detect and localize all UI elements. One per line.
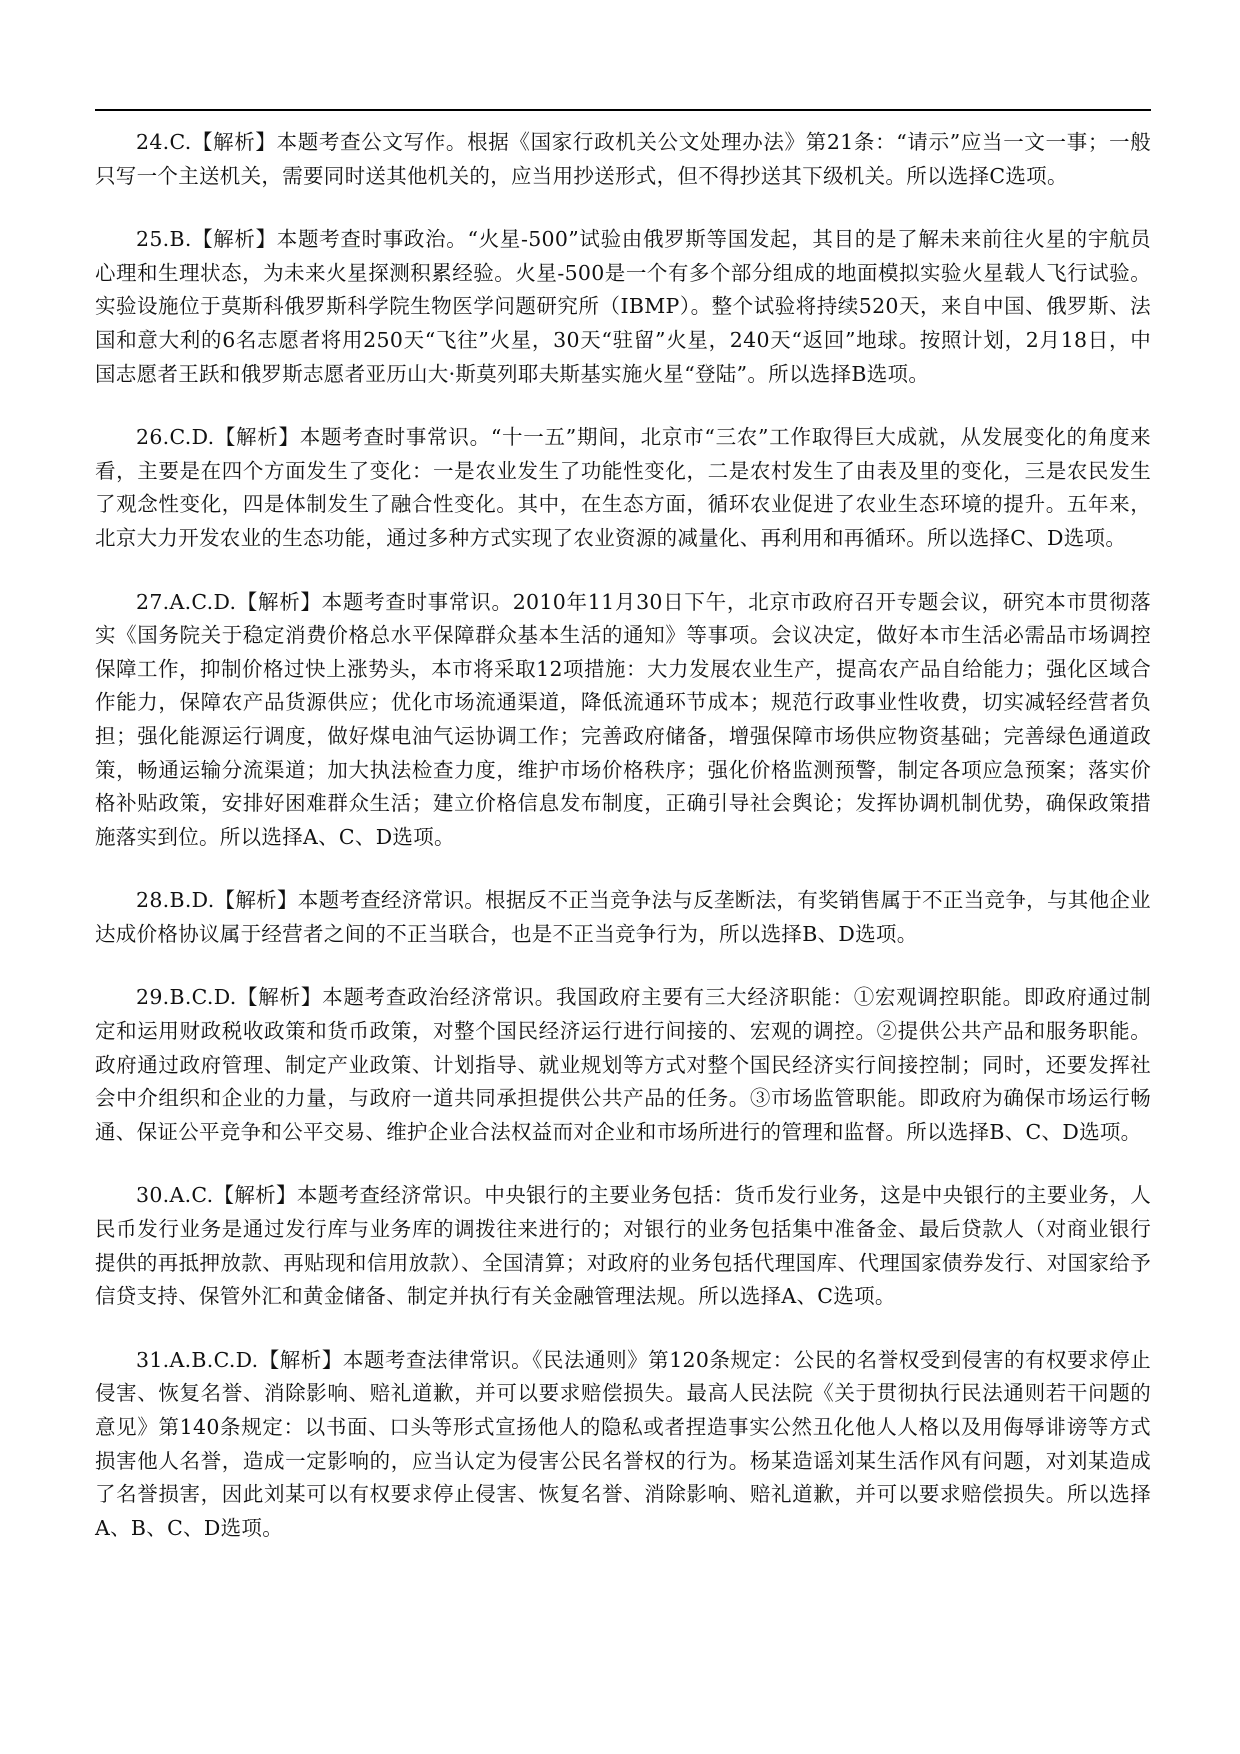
answer-entry-30: 30.A.C.【解析】本题考查经济常识。中央银行的主要业务包括：货币发行业务，这是中央银行的主要业务，人民币发行业务是通过发行库与业务库的调拨往来进行的；对银行的业务包括集中准备金、最后贷款人（对商业银行提供的再抵押放款、再贴现和信用放款）、全国清算；对政府的业务包括代理国库、代理国家债券发行、对国家给予信贷支持、保管外汇和黄金储备、制定并执行有关金融管理法规。所以选择A、C选项。 bbox=[95, 1183, 1151, 1309]
answer-entry-27: 27.A.C.D.【解析】本题考查时事常识。2010年11月30日下午，北京市政府召开专题会议，研究本市贯彻落实《国务院关于稳定消费价格总水平保障群众基本生活的通知》等事项。会议决定，做好本市生活必需品市场调控保障工作，抑制价格过快上涨势头，本市将采取12项措施：大力发展农业生产，提高农产品自给能力；强化区域合作能力，保障农产品货源供应；优化市场流通渠道，降低流通环节成本；规范行政事业性收费，切实减轻经营者负担；强化能源运行调度，做好煤电油气运协调工作；完善政府储备，增强保障市场供应物资基础；完善绿色通道政策，畅通运输分流渠道；加大执法检查力度，维护市场价格秩序；强化价格监测预警，制定各项应急预案；落实价格补贴政策，安排好困难群众生活；建立价格信息发布制度，正确引导社会舆论；发挥协调机制优势，确保政策措施落实到位。所以选择A、C、D选项。 bbox=[95, 589, 1151, 849]
answer-entry-25: 25.B.【解析】本题考查时事政治。“火星-500”试验由俄罗斯等国发起，其目的是了解未来前往火星的宇航员心理和生理状态，为未来火星探测积累经验。火星-500是一个有多个部分组成的地面模拟实验火星载人飞行试验。实验设施位于莫斯科俄罗斯科学院生物医学问题研究所（IBMP）。整个试验将持续520天，来自中国、俄罗斯、法国和意大利的6名志愿者将用250天“飞往”火星，30天“驻留”火星，240天“返回”地球。按照计划，2月18日，中国志愿者王跃和俄罗斯志愿者亚历山大·斯莫列耶夫斯基实施火星“登陆”。所以选择B选项。 bbox=[95, 227, 1151, 386]
header-rule bbox=[95, 109, 1151, 111]
answer-entry-26: 26.C.D.【解析】本题考查时事常识。“十一五”期间，北京市“三农”工作取得巨大成就，从发展变化的角度来看，主要是在四个方面发生了变化：一是农业发生了功能性变化，二是农村发生了由表及里的变化，三是农民发生了观念性变化，四是体制发生了融合性变化。其中，在生态方面，循环农业促进了农业生态环境的提升。五年来，北京大力开发农业的生态功能，通过多种方式实现了农业资源的减量化、再利用和再循环。所以选择C、D选项。 bbox=[95, 425, 1151, 550]
answer-entry-28: 28.B.D.【解析】本题考查经济常识。根据反不正当竞争法与反垄断法，有奖销售属于不正当竞争，与其他企业达成价格协议属于经营者之间的不正当联合，也是不正当竞争行为，所以选择B、D选项。 bbox=[95, 888, 1151, 946]
answer-entry-29: 29.B.C.D.【解析】本题考查政治经济常识。我国政府主要有三大经济职能：①宏观调控职能。即政府通过制定和运用财政税收政策和货币政策，对整个国民经济运行进行间接的、宏观的调控。②提供公共产品和服务职能。政府通过政府管理、制定产业政策、计划指导、就业规划等方式对整个国民经济实行间接控制；同时，还要发挥社会中介组织和企业的力量，与政府一道共同承担提供公共产品的任务。③市场监管职能。即政府为确保市场运行畅通、保证公平竞争和公平交易、维护企业合法权益而对企业和市场所进行的管理和监督。所以选择B、C、D选项。 bbox=[95, 985, 1151, 1144]
answer-entry-24: 24.C.【解析】本题考查公文写作。根据《国家行政机关公文处理办法》第21条：“请示”应当一文一事；一般只写一个主送机关，需要同时送其他机关的，应当用抄送形式，但不得抄送其下级机关。所以选择C选项。 bbox=[95, 130, 1151, 188]
answer-explanations bbox=[95, 126, 1151, 1575]
answer-entry-31: 31.A.B.C.D.【解析】本题考查法律常识。《民法通则》第120条规定：公民的名誉权受到侵害的有权要求停止侵害、恢复名誉、消除影响、赔礼道歉，并可以要求赔偿损失。最高人民法院《关于贯彻执行民法通则若干问题的意见》第140条规定：以书面、口头等形式宣扬他人的隐私或者捏造事实公然丑化他人人格以及用侮辱诽谤等方式损害他人名誉，造成一定影响的，应当认定为侵害公民名誉权的行为。杨某造谣刘某生活作风有问题，对刘某造成了名誉损害，因此刘某可以有权要求停止侵害、恢复名誉、消除影响、赔礼道歉，并可以要求赔偿损失。所以选择A、B、C、D选项。 bbox=[95, 1347, 1151, 1540]
